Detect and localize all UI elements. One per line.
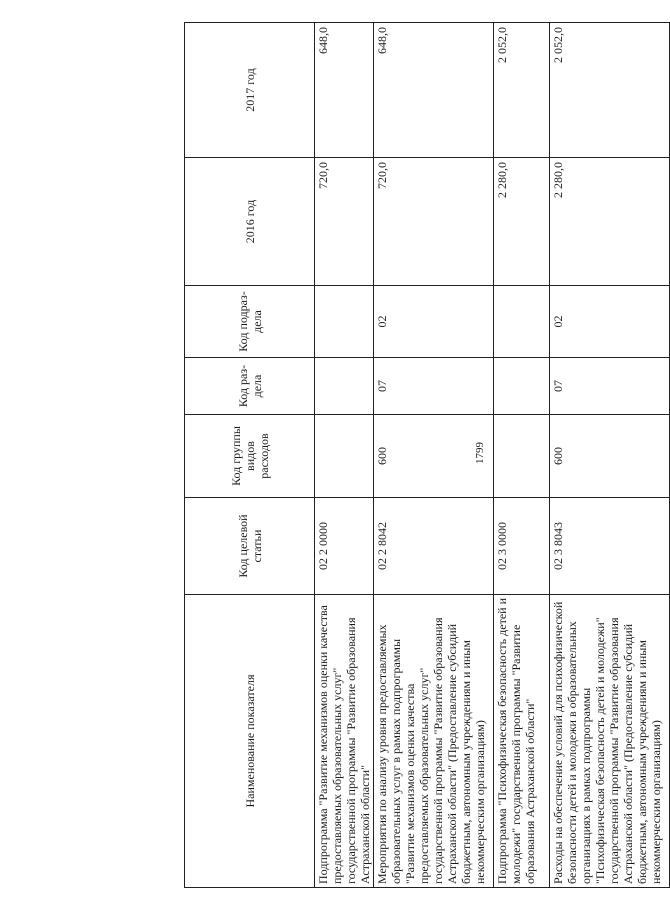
table-row	[315, 23, 374, 888]
row-expense-group-code	[315, 415, 374, 498]
header-year-2017: 2017 год	[185, 23, 315, 158]
page-number: 1799	[474, 442, 486, 464]
header-year-2016: 2016 год	[185, 158, 315, 286]
row-section-code	[315, 358, 374, 415]
row-name: Подпрограмма "Психофизическая безопасность детей и молодежи" государственной программы "Развитие образования Астраханской области"	[494, 595, 550, 888]
row-year-2016: 2 280,0	[550, 158, 670, 286]
row-target-code: 02 3 0000	[494, 498, 550, 595]
row-subsection-code: 02	[374, 286, 494, 358]
row-name: Подпрограмма "Развитие механизмов оценки качества предоставляемых образовательных услуг" государственной программы "Развитие образования Астраханской области"	[315, 595, 374, 888]
table-row	[550, 23, 670, 888]
row-subsection-code	[494, 286, 550, 358]
row-subsection-code: 02	[550, 286, 670, 358]
row-expense-group-code	[494, 415, 550, 498]
row-year-2017: 648,0	[374, 23, 494, 158]
row-name: Расходы на обеспечение условий для психофизической безопасности детей и молодежи в образовательных организациях в рамках подпрограммы "Психофизическая безопасность детей и молодежи" государственной программы "Развитие образования Астраханской области" (Предоставление субсидий бюджетным, автономным учреждениям и иным некоммерческим организациям)	[550, 595, 670, 888]
header-target-code: Код целевой статьи	[185, 498, 315, 595]
header-subsection-code: Код подраз-дела	[185, 286, 315, 358]
header-expense-group-code: Код группы видов расходов	[185, 415, 315, 498]
table-header-row	[185, 23, 315, 888]
row-section-code	[494, 358, 550, 415]
row-year-2016: 720,0	[315, 158, 374, 286]
row-subsection-code	[315, 286, 374, 358]
row-name: Мероприятия по анализу уровня предоставляемых образовательных услуг в рамках подпрограммы "Развитие механизмов оценки качества предоставляемых образовательных услуг" государственной программы "Развитие образования Астраханской области" (Предоставление субсидий бюджетным, автономным учреждениям и иным некоммерческим организациям)	[374, 595, 494, 888]
row-year-2017: 648,0	[315, 23, 374, 158]
row-year-2016: 2 280,0	[494, 158, 550, 286]
row-target-code: 02 3 8043	[550, 498, 670, 595]
row-year-2017: 2 052,0	[494, 23, 550, 158]
row-target-code: 02 2 8042	[374, 498, 494, 595]
row-section-code: 07	[374, 358, 494, 415]
row-year-2017: 2 052,0	[550, 23, 670, 158]
table-row	[374, 23, 494, 888]
row-section-code: 07	[550, 358, 670, 415]
row-year-2016: 720,0	[374, 158, 494, 286]
row-expense-group-code: 600	[374, 415, 494, 498]
rotated-table-container	[184, 23, 663, 888]
table-row	[494, 23, 550, 888]
header-name: Наименование показателя	[185, 595, 315, 888]
header-section-code: Код раз-дела	[185, 358, 315, 415]
budget-table	[184, 22, 670, 888]
row-expense-group-code: 600	[550, 415, 670, 498]
row-target-code: 02 2 0000	[315, 498, 374, 595]
